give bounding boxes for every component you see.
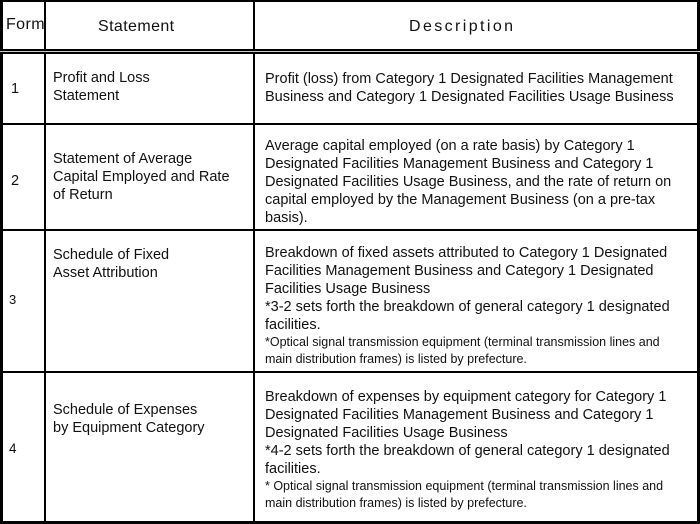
description-line: *4-2 sets forth the breakdown of general category 1 designated xyxy=(265,443,670,459)
statement-line: Schedule of Expenses xyxy=(53,402,198,418)
header-statement: Statement xyxy=(98,18,175,35)
row-divider-3 xyxy=(0,371,700,373)
description-line: capital employed by the Management Business (on a pre-tax xyxy=(265,192,656,208)
description-note: * Optical signal transmission equipment (terminal transmission lines and xyxy=(265,479,664,493)
header-form: Form xyxy=(6,16,45,33)
row-divider-2 xyxy=(0,229,700,231)
description-line: Profit (loss) from Category 1 Designated Facilities Management xyxy=(265,71,673,87)
description-line: Business and Category 1 Designated Facilities Usage Business xyxy=(265,89,674,105)
description xyxy=(265,70,674,106)
description-note: main distribution frames) is listed by prefecture. xyxy=(265,496,527,510)
header-double-rule xyxy=(0,49,700,54)
row-divider-1 xyxy=(0,123,700,125)
statement-name xyxy=(53,401,205,437)
description-note: main distribution frames) is listed by prefecture. xyxy=(265,352,527,366)
statement-line: Asset Attribution xyxy=(53,265,158,281)
column-divider-form xyxy=(44,0,46,524)
description-line: Designated Facilities Management Business and Category 1 xyxy=(265,407,654,423)
description-line: Designated Facilities Usage Business xyxy=(265,425,508,441)
description-line: Breakdown of fixed assets attributed to Category 1 Designated xyxy=(265,245,668,261)
form-number: 1 xyxy=(11,81,20,97)
description-line: basis). xyxy=(265,210,308,226)
description-line: Facilities Usage Business xyxy=(265,281,431,297)
description xyxy=(265,388,670,512)
statement-line: Statement of Average xyxy=(53,151,193,167)
statement-line: by Equipment Category xyxy=(53,420,205,436)
statement-line: of Return xyxy=(53,187,113,203)
column-divider-statement xyxy=(253,0,255,524)
form-number: 2 xyxy=(11,173,20,189)
description xyxy=(265,244,670,368)
description-line: Designated Facilities Usage Business, and the rate of return on xyxy=(265,174,672,190)
description-line: facilities. xyxy=(265,317,321,333)
description-note: *Optical signal transmission equipment (terminal transmission lines and xyxy=(265,335,660,349)
description-line: Breakdown of expenses by equipment category for Category 1 xyxy=(265,389,667,405)
description-line: facilities. xyxy=(265,461,321,477)
statement-line: Capital Employed and Rate xyxy=(53,169,230,185)
statement-name xyxy=(53,246,169,282)
statement-name xyxy=(53,69,150,105)
header-description: Description xyxy=(409,18,516,35)
description xyxy=(265,137,671,227)
statement-line: Profit and Loss xyxy=(53,70,150,86)
form-number: 4 xyxy=(9,441,17,456)
form-number: 3 xyxy=(9,292,17,307)
statement-name xyxy=(53,150,230,204)
description-line: Average capital employed (on a rate basis) by Category 1 xyxy=(265,138,635,154)
statement-line: Schedule of Fixed xyxy=(53,247,170,263)
description-line: *3-2 sets forth the breakdown of general category 1 designated xyxy=(265,299,670,315)
statement-line: Statement xyxy=(53,88,120,104)
description-line: Designated Facilities Management Business and Category 1 xyxy=(265,156,654,172)
description-line: Facilities Management Business and Category 1 Designated xyxy=(265,263,654,279)
